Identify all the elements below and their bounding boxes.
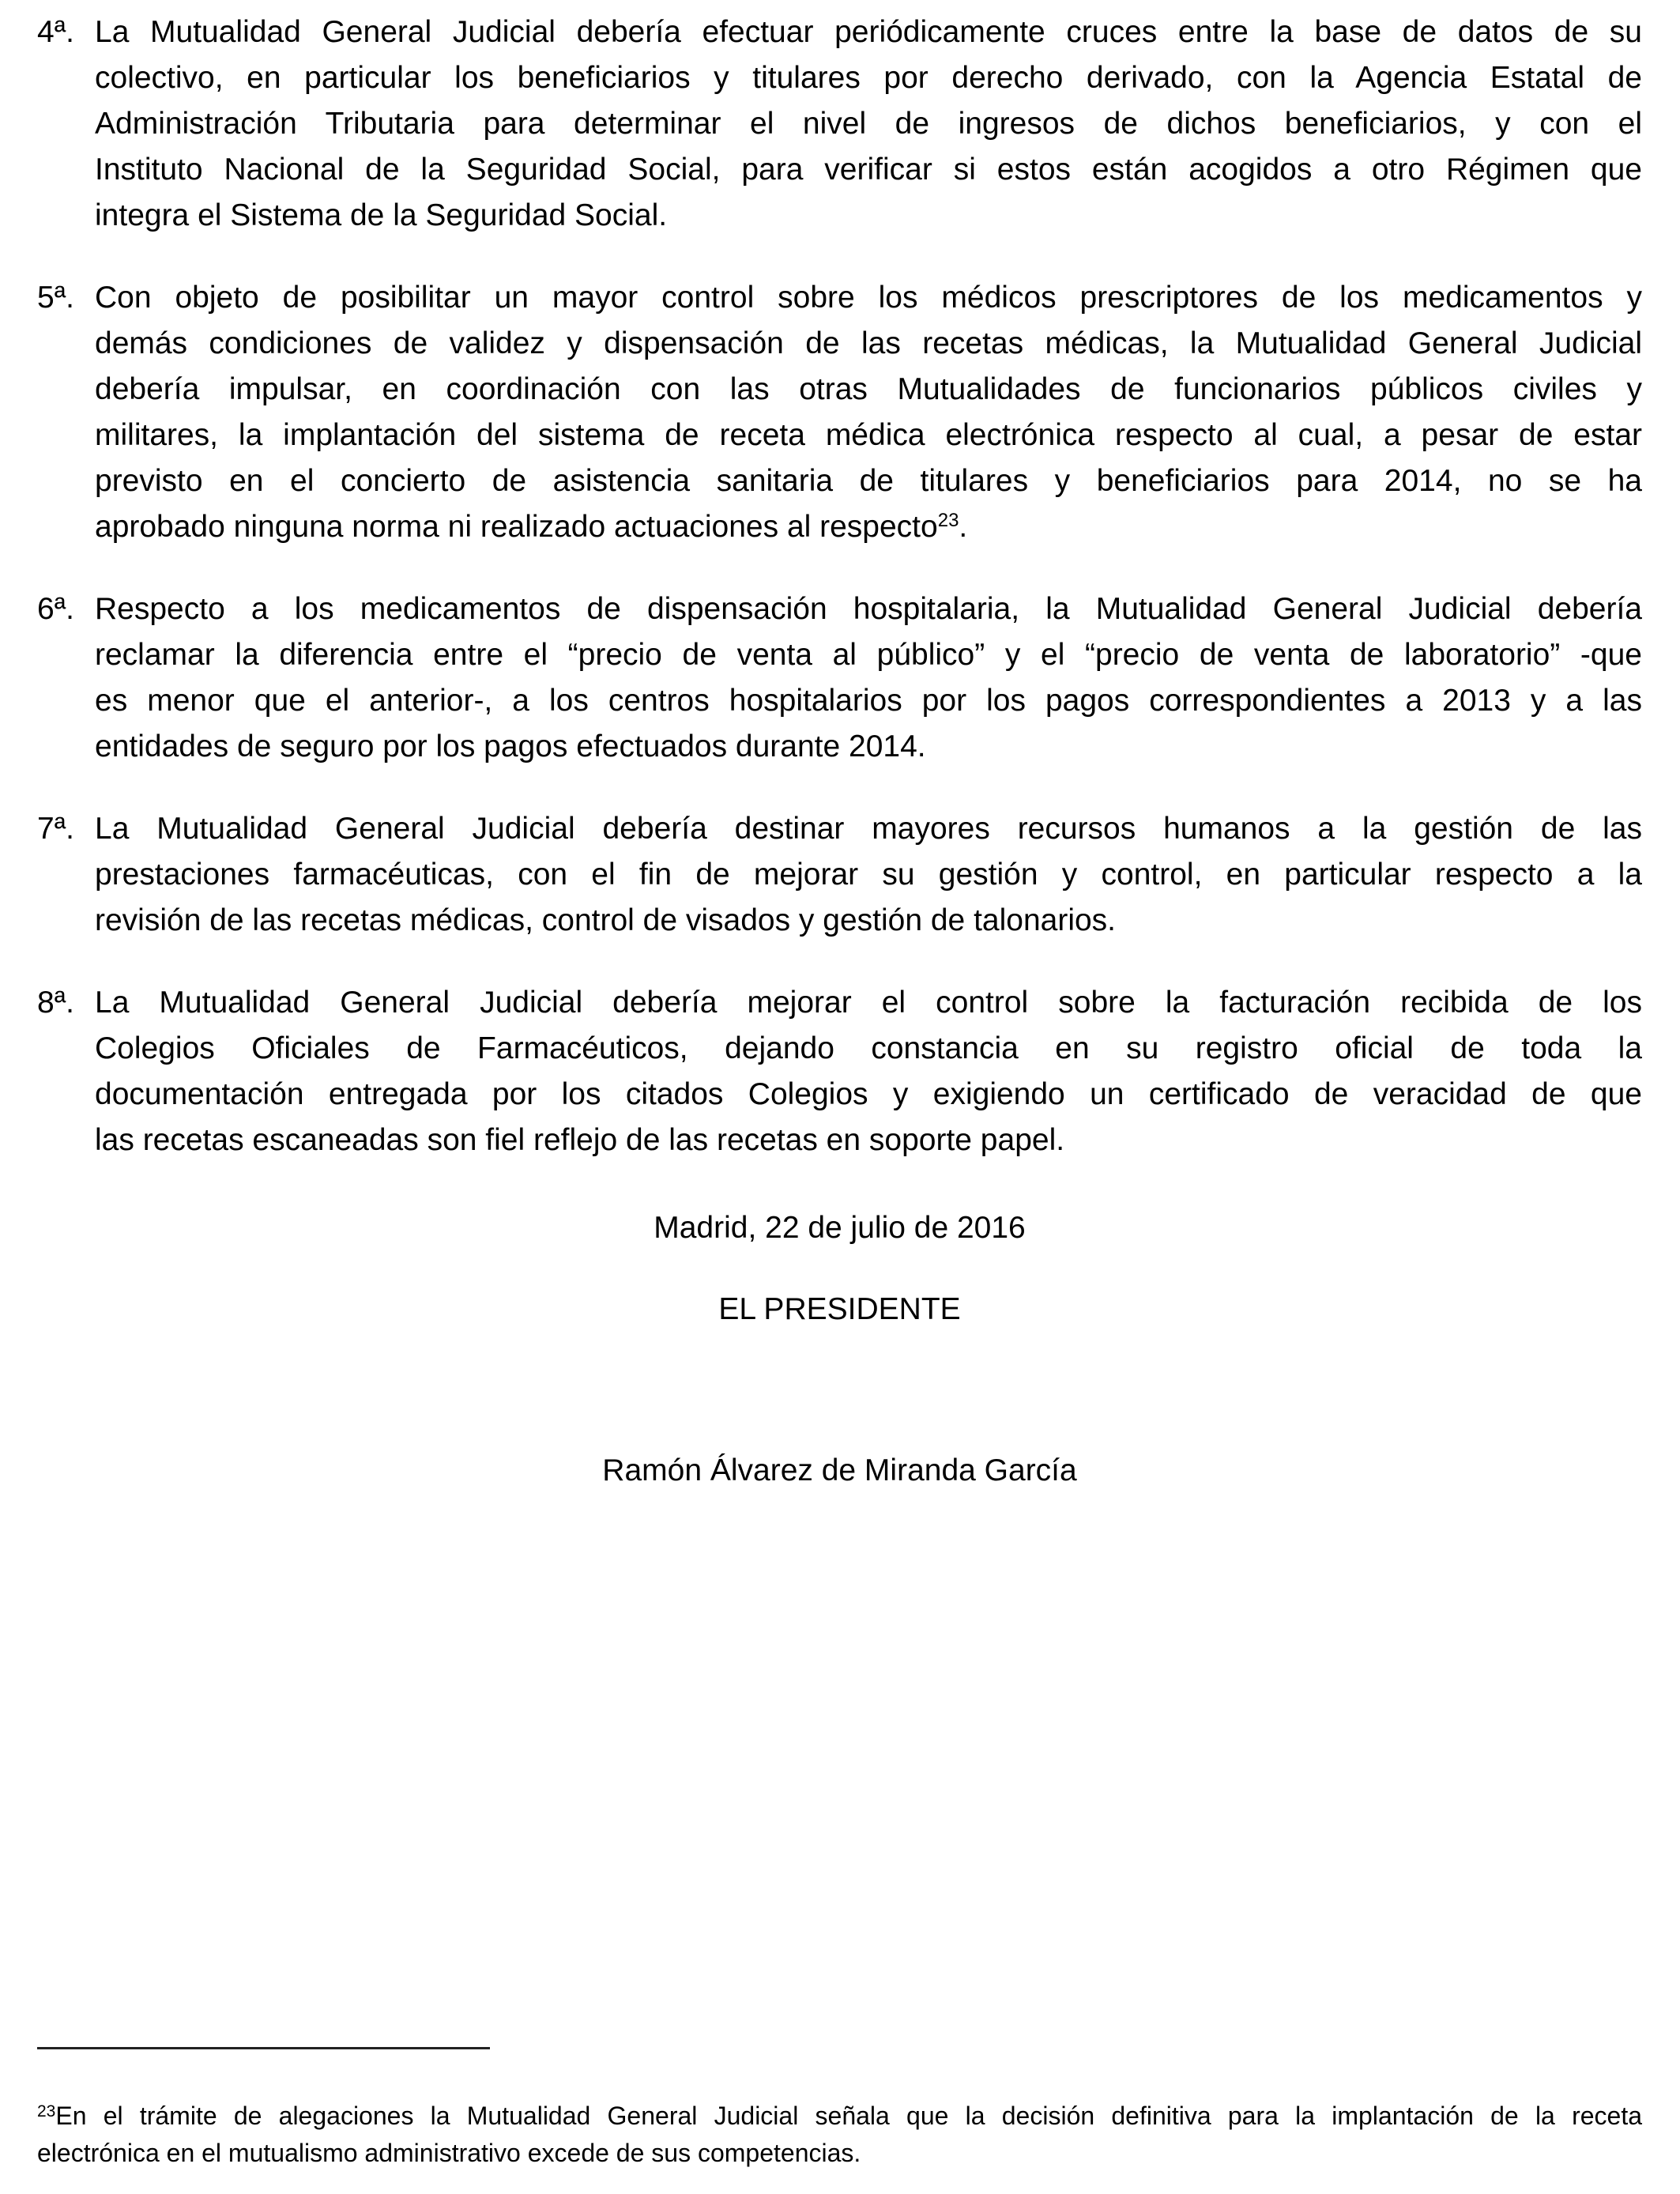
footnote-area xyxy=(37,2047,1642,2172)
recommendation-6 xyxy=(37,586,1642,770)
dateline: Madrid, 22 de julio de 2016 xyxy=(654,1211,1026,1245)
footnote-text: En el trámite de alegaciones la Mutualidad General Judicial señala que la decisión definitiva para la implantación de la receta xyxy=(55,2102,1642,2130)
text-line: debería impulsar, en coordinación con las otras Mutualidades de funcionarios públicos civiles y xyxy=(95,372,1642,406)
text-line: previsto en el concierto de asistencia sanitaria de titulares y beneficiarios para 2014, no se ha xyxy=(95,464,1642,498)
text-line: las recetas escaneadas son fiel reflejo de las recetas en soporte papel. xyxy=(95,1123,1065,1157)
footnote-line xyxy=(37,2098,1642,2135)
recommendation-7 xyxy=(37,806,1642,944)
paragraph-number: 4ª. xyxy=(37,15,74,49)
paragraph-number: 8ª. xyxy=(37,986,74,1020)
text-line xyxy=(95,504,1642,550)
text-segment: . xyxy=(959,510,968,544)
text-line: Instituto Nacional de la Seguridad Social, para verificar si estos están acogidos a otro Régimen que xyxy=(95,153,1642,187)
text-line: integra el Sistema de la Seguridad Social. xyxy=(95,198,668,232)
footnote-line: electrónica en el mutualismo administrativo excede de sus competencias. xyxy=(37,2139,861,2167)
signer-name: Ramón Álvarez de Miranda García xyxy=(602,1453,1077,1487)
signer-role: EL PRESIDENTE xyxy=(718,1292,961,1326)
text-line: entidades de seguro por los pagos efectuados durante 2014. xyxy=(95,729,926,763)
text-line: La Mutualidad General Judicial debería mejorar el control sobre la facturación recibida de los xyxy=(95,986,1642,1020)
text-line: La Mutualidad General Judicial debería efectuar periódicamente cruces entre la base de datos de su xyxy=(95,15,1642,49)
text-line: prestaciones farmacéuticas, con el fin de mejorar su gestión y control, en particular respecto a la xyxy=(95,858,1642,892)
recommendation-4 xyxy=(37,9,1642,239)
text-line: militares, la implantación del sistema de receta médica electrónica respecto al cual, a pesar de estar xyxy=(95,418,1642,452)
footnote xyxy=(37,2098,1642,2172)
text-line: colectivo, en particular los beneficiarios y titulares por derecho derivado, con la Agencia Estatal de xyxy=(95,61,1642,95)
text-line: revisión de las recetas médicas, control de visados y gestión de talonarios. xyxy=(95,903,1117,937)
recommendation-8 xyxy=(37,980,1642,1163)
footnote-separator-rule xyxy=(37,2047,490,2049)
text-line: es menor que el anterior-, a los centros hospitalarios por los pagos correspondientes a 2013 y a las xyxy=(95,684,1642,718)
paragraph-number: 6ª. xyxy=(37,592,74,626)
text-line: Administración Tributaria para determinar el nivel de ingresos de dichos beneficiarios, y con el xyxy=(95,107,1642,141)
text-line: documentación entregada por los citados Colegios y exigiendo un certificado de veracidad de que xyxy=(95,1077,1642,1111)
text-line: La Mutualidad General Judicial debería destinar mayores recursos humanos a la gestión de las xyxy=(95,812,1642,846)
paragraph-number: 7ª. xyxy=(37,812,74,846)
text-line: Respecto a los medicamentos de dispensación hospitalaria, la Mutualidad General Judicial debería xyxy=(95,592,1642,626)
text-segment: aprobado ninguna norma ni realizado actuaciones al respecto xyxy=(95,510,938,544)
text-line: Colegios Oficiales de Farmacéuticos, dejando constancia en su registro oficial de toda la xyxy=(95,1031,1642,1065)
text-line: reclamar la diferencia entre el “precio de venta al público” y el “precio de venta de laboratorio” -que xyxy=(95,638,1642,672)
text-line: Con objeto de posibilitar un mayor control sobre los médicos prescriptores de los medicamentos y xyxy=(95,281,1642,315)
footnote-reference: 23 xyxy=(937,510,959,531)
recommendation-5 xyxy=(37,275,1642,550)
paragraph-number: 5ª. xyxy=(37,281,74,315)
text-line: demás condiciones de validez y dispensación de las recetas médicas, la Mutualidad General Judicial xyxy=(95,326,1642,360)
footnote-marker: 23 xyxy=(37,2102,56,2120)
